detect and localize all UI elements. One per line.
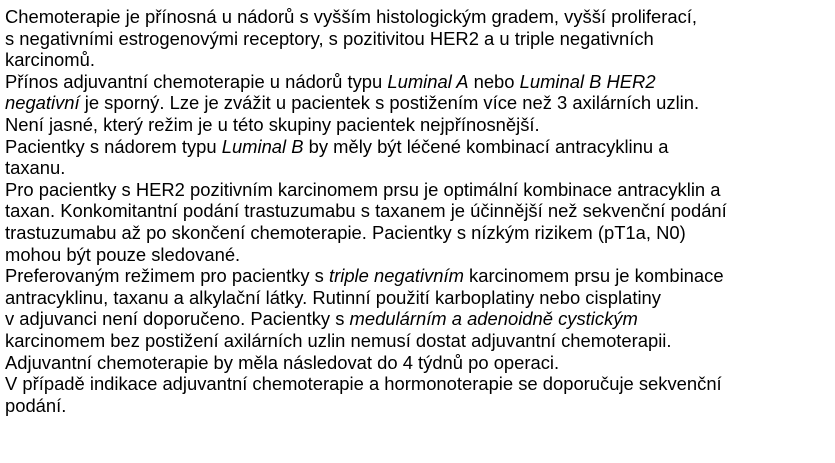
italic-text: Luminal A: [387, 70, 469, 92]
italic-text: medulárním a adenoidně cystickým: [349, 308, 638, 330]
text-segment: Adjuvantní chemoterapie by měla následovat do 4 týdnů po operaci.: [5, 351, 560, 373]
text-segment: karcinomů.: [5, 49, 95, 71]
text-segment: karcinomem prsu je kombinace: [463, 265, 724, 287]
text-segment: Pacientky s nádorem typu: [5, 135, 222, 157]
text-line: [5, 352, 827, 374]
text-segment: podání.: [5, 394, 67, 416]
italic-text: Luminal B: [221, 135, 304, 157]
text-line: [5, 49, 827, 71]
document-body: [5, 6, 827, 416]
text-line: [5, 373, 827, 395]
text-line: [5, 92, 827, 114]
italic-text: negativní: [5, 92, 80, 114]
paragraph: [5, 352, 827, 374]
text-line: [5, 244, 827, 266]
paragraph: [5, 71, 827, 136]
text-segment: s negativními estrogenovými receptory, s pozitivitou HER2 a u triple negativních: [5, 27, 654, 49]
paragraph: [5, 179, 827, 265]
italic-text: Luminal B HER2: [519, 70, 656, 92]
paragraph: [5, 6, 827, 71]
text-line: [5, 222, 827, 244]
text-line: [5, 157, 827, 179]
paragraph: [5, 373, 827, 416]
text-segment: taxan. Konkomitantní podání trastuzumabu s taxanem je účinnější než sekvenční podání: [5, 200, 727, 222]
text-segment: je sporný. Lze je zvážit u pacientek s postižením více než 3 axilárních uzlin.: [79, 92, 700, 114]
paragraph: [5, 136, 827, 179]
text-segment: antracyklinu, taxanu a alkylační látky. Rutinní použití karboplatiny nebo cisplatiny: [5, 286, 661, 308]
text-segment: taxanu.: [5, 157, 66, 179]
text-segment: nebo: [468, 70, 520, 92]
text-line: [5, 71, 827, 93]
text-line: [5, 395, 827, 417]
text-line: [5, 28, 827, 50]
text-segment: Není jasné, který režim je u této skupiny pacientek nejpřínosnější.: [5, 113, 540, 135]
text-line: [5, 136, 827, 158]
text-segment: karcinomem bez postižení axilárních uzlin nemusí dostat adjuvantní chemoterapii.: [5, 329, 672, 351]
text-segment: mohou být pouze sledované.: [5, 243, 241, 265]
text-line: [5, 308, 827, 330]
text-line: [5, 330, 827, 352]
text-line: [5, 114, 827, 136]
text-segment: Preferovaným režimem pro pacientky s: [5, 265, 329, 287]
text-line: [5, 265, 827, 287]
text-line: [5, 287, 827, 309]
text-segment: Pro pacientky s HER2 pozitivním karcinomem prsu je optimální kombinace antracyklin a: [5, 178, 721, 200]
text-segment: Chemoterapie je přínosná u nádorů s vyšším histologickým gradem, vyšší proliferací,: [5, 6, 697, 27]
text-segment: Přínos adjuvantní chemoterapie u nádorů typu: [5, 70, 388, 92]
text-segment: v adjuvanci není doporučeno. Pacientky s: [5, 308, 350, 330]
text-segment: trastuzumabu až po skončení chemoterapie. Pacientky s nízkým rizikem (pT1a, N0): [5, 221, 686, 243]
text-line: [5, 6, 827, 28]
text-line: [5, 200, 827, 222]
italic-text: triple negativním: [329, 265, 464, 287]
paragraph: [5, 265, 827, 351]
text-segment: by měly být léčené kombinací antracyklinu a: [303, 135, 669, 157]
text-line: [5, 179, 827, 201]
text-segment: V případě indikace adjuvantní chemoterapie a hormonoterapie se doporučuje sekvenční: [5, 373, 722, 395]
